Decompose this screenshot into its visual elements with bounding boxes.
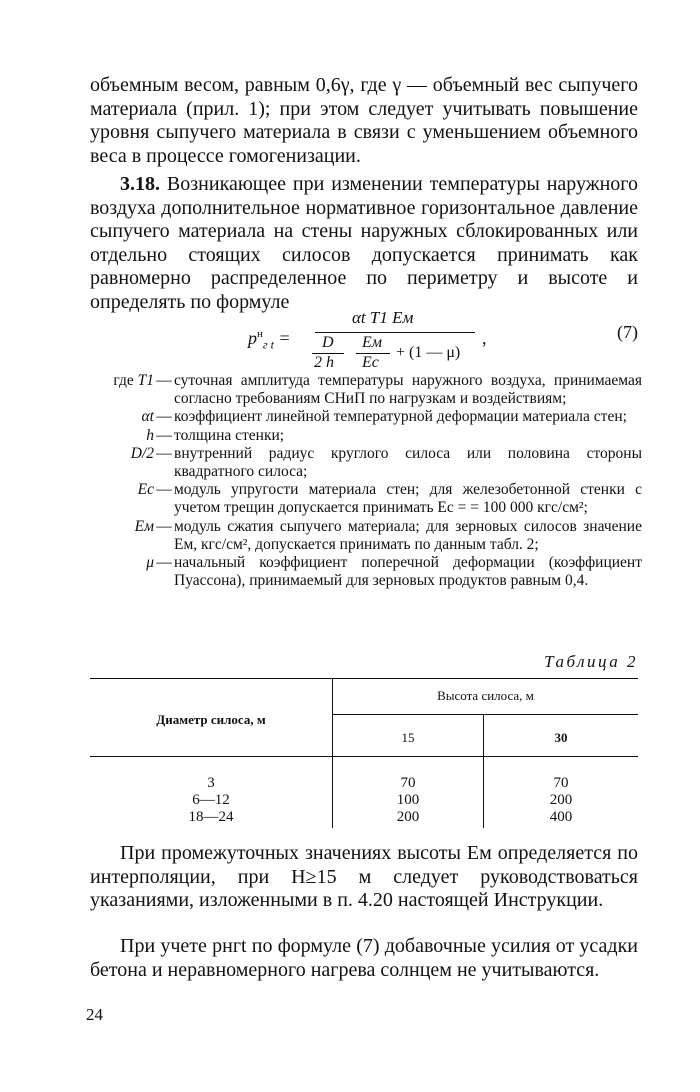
page-number: 24 — [86, 1005, 103, 1024]
definition-item: αt — коэффициент линейной температурной деформации материала стен; — [141, 408, 627, 426]
formula-comma: , — [482, 328, 487, 348]
table-cell-h15: 100 — [396, 792, 420, 808]
table-cell-diameter: 3 — [207, 775, 215, 791]
formula-frac1-num: D — [322, 334, 334, 351]
table-cell-h15: 70 — [400, 775, 416, 791]
table-cell-diameter: 18—24 — [188, 809, 234, 825]
formula-number: (7) — [617, 322, 638, 342]
definition-item: Eм — модуль сжатия сыпучего материала; для зерновых силосов значение Eм, кгс/см², допускается принимать по данным табл. 2; — [134, 517, 642, 553]
paragraph-1 — [90, 74, 638, 168]
table-cell-h15: 200 — [396, 809, 420, 825]
table-2 — [90, 678, 638, 828]
paragraph-3-18-text: Возникающее при изменении температуры наружного воздуха дополнительное нормативное горизонтальное давление сыпучего материала на стены наружных сблокированных или отдельно стоящих силосов допускается принимать как равномерно распределенное по периметру и высоте и определять по формуле — [90, 173, 638, 313]
formula-numerator: αt T1 Eм — [352, 308, 414, 327]
definition-item: μ — начальный коэффициент поперечной деформации (коэффициент Пуассона), принимаемый для зерновых продуктов равным 0,4. — [146, 554, 642, 590]
table-col-header-diameter: Диаметр силоса, м — [156, 712, 266, 727]
table-cell-h30: 200 — [549, 792, 573, 808]
table-subheader-15: 15 — [401, 730, 415, 745]
formula-fraction-line — [315, 332, 475, 333]
paragraph-1-text: объемным весом, равным 0,6γ, где γ — объемный вес сыпучего материала (прил. 1); при этом следует учитывать повышение уровня сыпучего материала в связи с уменьшением объемного веса в процессе гомогенизации. — [90, 74, 638, 167]
paragraph-3-18 — [90, 173, 638, 314]
paragraph-interpolation — [90, 842, 638, 913]
table-cell-h30: 400 — [549, 809, 573, 825]
table-header-rule — [90, 756, 638, 757]
formula-lhs: $p^н_{г t}$ = — [248, 328, 291, 352]
formula-7 — [90, 308, 638, 370]
definitions-list — [90, 372, 642, 590]
table-caption: Таблица 2 — [544, 652, 638, 671]
clause-number: 3.18. — [120, 173, 160, 195]
formula-frac1-den: 2 h — [314, 354, 334, 371]
definition-item: Eс — модуль упругости материала стен; для железобетонной стенки с учетом трещин допускается принимать Eс = = 100 000 кгс/см²; — [137, 481, 642, 517]
formula-tail: + (1 — μ) — [396, 344, 461, 361]
table-top-rule — [90, 678, 638, 679]
table-cell-diameter: 6—12 — [192, 792, 230, 808]
formula-frac2-num: Eм — [362, 334, 382, 351]
table-subheader-30: 30 — [554, 730, 568, 745]
paragraph-shrinkage — [90, 935, 638, 982]
paragraph-shrinkage-text: При учете pнгt по формуле (7) добавочные усилия от усадки бетона и неравномерного нагрева солнцем не учитываются. — [90, 935, 638, 981]
definition-item: h — толщина стенки; — [146, 426, 285, 444]
table-cell-h30: 70 — [553, 775, 569, 791]
definition-item: где T1 — суточная амплитуда температуры наружного воздуха, принимаемая согласно требованиям СНиП по нагрузкам и воздействиям; — [113, 372, 642, 408]
table-group-rule — [333, 714, 638, 715]
formula-frac2-den: Eс — [362, 354, 379, 371]
paragraph-interpolation-text: При промежуточных значениях высоты Eм определяется по интерполяции, при H≥15 м следует руководствоваться указаниями, изложенными в п. 4.20 настоящей Инструкции. — [90, 842, 638, 911]
definition-item: D/2 — внутренний радиус круглого силоса или половина стороны квадратного силоса; — [130, 444, 642, 481]
table-group-header-height: Высота силоса, м — [437, 688, 534, 703]
